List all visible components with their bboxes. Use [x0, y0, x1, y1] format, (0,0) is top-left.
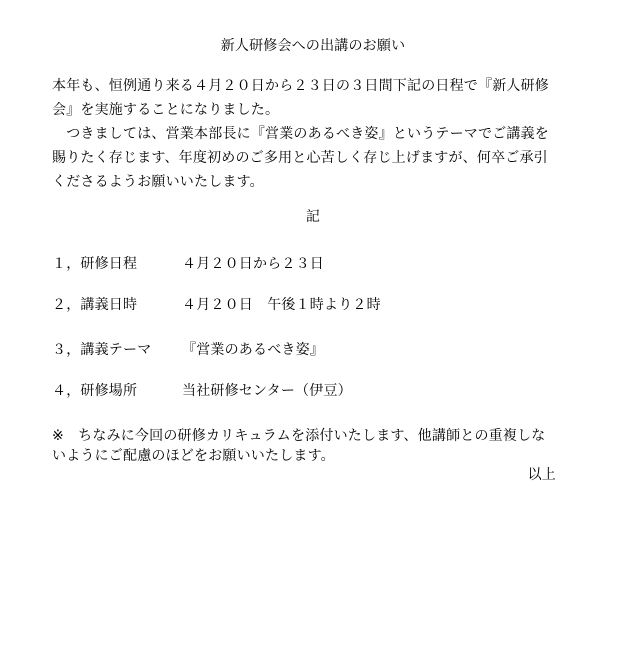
- item-schedule-value: ４月２０日から２３日: [182, 256, 324, 272]
- ki-heading: 記: [305, 209, 321, 225]
- note-line-1: ※ ちなみに今回の研修カリキュラムを添付いたします、他講師との重複しな: [52, 428, 546, 444]
- item-schedule-label: １，研修日程: [52, 256, 138, 272]
- item-schedule: [52, 253, 324, 275]
- item-lecture-theme: [52, 339, 324, 361]
- document-title: 新人研修会への出講のお願い: [220, 38, 406, 54]
- closing-ijou: 以上: [527, 467, 556, 483]
- item-lecture-theme-label: ３，講義テーマ: [52, 342, 152, 358]
- item-venue: [52, 380, 352, 402]
- item-lecture-time-label: ２，講義日時: [52, 297, 138, 313]
- item-venue-label: ４，研修場所: [52, 383, 138, 399]
- note-line-2: いようにご配慮のほどをお願いいたします。: [52, 448, 335, 464]
- item-venue-value: 当社研修センター（伊豆）: [182, 383, 352, 399]
- item-lecture-time-value: ４月２０日 午後１時より２時: [182, 297, 381, 313]
- item-lecture-time: [52, 294, 381, 316]
- item-lecture-theme-value: 『営業のあるべき姿』: [182, 342, 324, 358]
- intro-line-2: 会』を実施することになりました。: [52, 102, 280, 118]
- intro-line-1: 本年も、恒例通り来る４月２０日から２３日の３日間下記の日程で『新人研修: [52, 78, 549, 94]
- intro-line-4: 賜りたく存じます、年度初めのご多用と心苦しく存じ上げますが、何卒ご承引: [52, 150, 548, 166]
- intro-line-5: くださるようお願いいたします。: [52, 174, 264, 190]
- intro-line-3: つきましては、営業本部長に『営業のあるべき姿』というテーマでご講義を: [52, 126, 549, 142]
